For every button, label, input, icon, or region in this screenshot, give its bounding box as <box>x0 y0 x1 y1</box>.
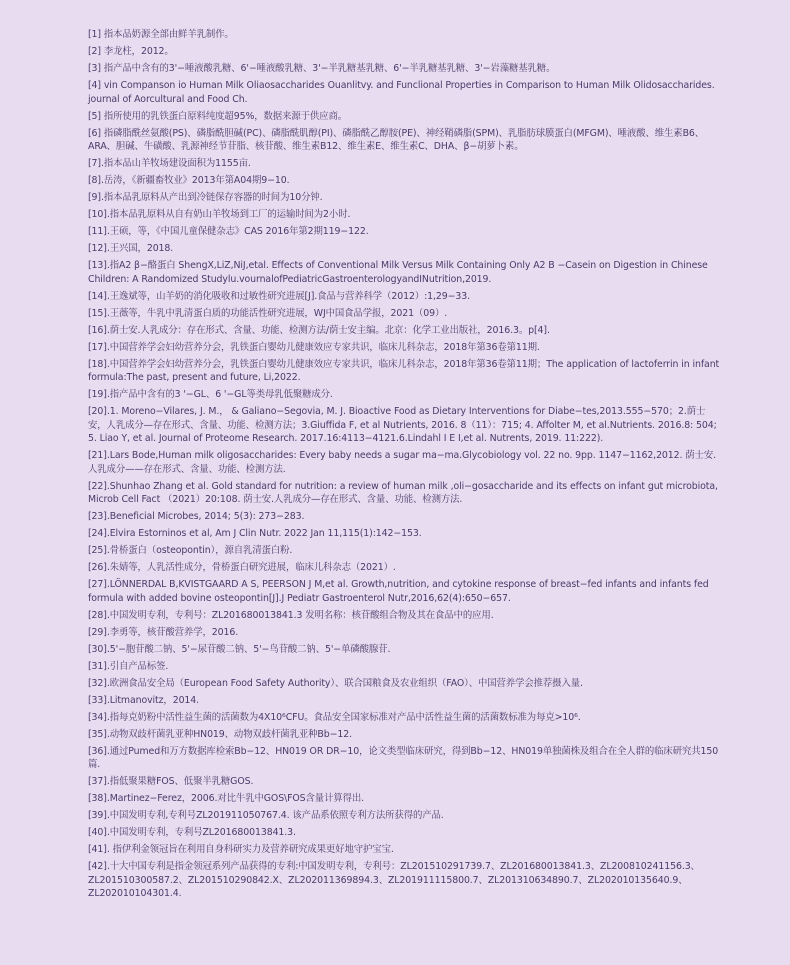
reference-item: [39].中国发明专利,专利号ZL201911050767.4. 该产品系依照专利方法所获得的产品. <box>88 810 444 822</box>
reference-item: [8].岳涛，《新疆畜牧业》2013年第A04期9−10. <box>88 175 290 187</box>
reference-item: [7].指本品山羊牧场建设面积为1155亩. <box>88 158 251 170</box>
reference-item: [33].Litmanovitz，2014. <box>88 694 200 706</box>
reference-item: [9].指本品乳原料从产出到冷链保存容器的时间为10分钟. <box>88 192 323 204</box>
reference-item: [30].5'−胞苷酸二钠、5'−尿苷酸二钠、5'−鸟苷酸二钠、5'−单磷酸腺苷. <box>88 643 391 655</box>
reference-item: [37].指低聚果糖FOS、低聚半乳糖GOS. <box>88 776 254 788</box>
reference-item: [32].欧洲食品安全局（European Food Safety Authority）、联合国粮食及农业组织（FAO）、中国营养学会推荐摄入量. <box>88 677 583 689</box>
reference-list <box>88 28 720 904</box>
reference-item: [11].王硕，等，《中国儿童保健杂志》CAS 2016年第2期119−122. <box>88 226 369 238</box>
reference-item: [34].指每克奶粉中活性益生菌的活菌数为4X10⁶CFU。食品安全国家标准对产品中活性益生菌的活菌数标准为每克>10⁶. <box>88 711 581 723</box>
reference-item: [40].中国发明专利，专利号ZL201680013841.3. <box>88 827 296 839</box>
reference-item: [4] vin Companson io Human Milk Oliaosaccharides Ouanlitvy. and Funclional Properties in Comparison to Human Milk Olidosaccharides. journal of Aorcultural and Food Ch. <box>88 79 715 105</box>
reference-item: [16].荫士安.人乳成分：存在形式、含量、功能、检测方法/荫士安主编。北京：化学工业出版社，2016.3。p[4]. <box>88 324 550 336</box>
reference-item: [19].指产品中含有的3 '−GL、6 '−GL等类母乳低聚糖成分. <box>88 389 333 401</box>
reference-item: [22].Shunhao Zhang et al. Gold standard for nutrition: a review of human milk ,oli−gosaccharide and its effects on infant gut microbiota, Microb Cell Fact （2021）20:108. 荫士安.人乳成分—存在形式、含量、功能、检测方法. <box>88 480 718 506</box>
reference-item: [10].指本品乳原料从自有奶山羊牧场到工厂的运输时间为2小时. <box>88 209 351 221</box>
reference-item: [27].LÖNNERDAL B,KVISTGAARD A S, PEERSON J M,et al. Growth,nutrition, and cytokine response of breast−fed infants and infants fed formula with added bovine osteopontin[J].J Pediatr Gastroenterol Nutr,2016,62(4):650−657. <box>88 579 709 604</box>
reference-item: [26].朱婧等，人乳活性成分，骨桥蛋白研究进展，临床儿科杂志（2021）. <box>88 562 396 574</box>
reference-item: [31].引自产品标签. <box>88 660 169 672</box>
reference-item: [42].十大中国专利是指金领冠系列产品获得的专利:中国发明专利，专利号：ZL201510291739.7、ZL201680013841.3、ZL200810241156.3、ZL201510300587.2、ZL201510290842.X、ZL202011369894.3、ZL201911115800.7、ZL201310634890.7、ZL202010135640.9、ZL202010104301.4. <box>88 861 700 900</box>
reference-item: [3] 指产品中含有的3'−唾液酸乳糖、6'−唾液酸乳糖、3'−半乳糖基乳糖、6'−半乳糖基乳糖、3'−岩藻糖基乳糖。 <box>88 62 556 74</box>
reference-item: [2] 李龙柱，2012。 <box>88 45 174 57</box>
reference-item: [13].指A2 β−酪蛋白 ShengX,LiZ,NiJ,etal. Effects of Conventional Milk Versus Milk Containing Only A2 B −Casein on Digestion in Chinese Children: A Randomized Studylu.vournalofPediatricGastroenterologyandINutrition,2019. <box>88 260 708 285</box>
reference-item: [38].Martinez−Ferez，2006.对比牛乳中GOS\FOS含量计算得出. <box>88 793 365 805</box>
reference-item: [20].1. Moreno−Vilares, J. M.， & Galiano−Segovia, M. J. Bioactive Food as Dietary Interventions for Diabe−tes,2013.555−570；2.荫士安，人乳成分—存在形式、含量、功能、检测方法；3.Giuffida F, et al Nutrients, 2016. 8（11）：715; 4. Affolter M, et al.Nutrients. 2016.8: 504; 5. Liao Y, et al. Journal of Proteome Research. 2017.16:4113−4121.6.Lindahl I E I,et al. Nutrents, 2019. 11:222). <box>88 406 717 445</box>
reference-item: [28].中国发明专利，专利号：ZL201680013841.3 发明名称：核苷酸组合物及其在食品中的应用. <box>88 609 494 621</box>
reference-item: [23].Beneficial Microbes, 2014; 5(3): 273−283. <box>88 511 305 523</box>
reference-item: [17].中国营养学会妇幼营养分会，乳铁蛋白婴幼儿健康效应专家共识，临床儿科杂志，2018年第36卷第11期. <box>88 341 540 353</box>
reference-item: [12].王兴国，2018. <box>88 243 174 255</box>
reference-item: [41]. 指伊利金领冠旨在利用自身科研实力及营养研究成果更好地守护宝宝. <box>88 844 394 856</box>
reference-item: [36].通过Pumed和万方数据库检索Bb−12、HN019 OR DR−10，论文类型临床研究，得到Bb−12、HN019单独菌株及组合在全人群的临床研究共150篇. <box>88 745 719 771</box>
reference-item: [24].Elvira Estorninos et al, Am J Clin Nutr. 2022 Jan 11,115(1):142−153. <box>88 528 422 540</box>
reference-item: [21].Lars Bode,Human milk oligosaccharides: Every baby needs a sugar ma−ma.Glycobiology vol. 22 no. 9pp. 1147−1162,2012. 荫士安.人乳成分——存在形式、含量、功能、检测方法. <box>88 450 716 475</box>
reference-item: [35].动物双歧杆菌乳亚种HN019、动物双歧杆菌乳亚种Bb−12. <box>88 728 352 740</box>
reference-item: [29].李勇等，核苷酸营养学，2016. <box>88 626 239 638</box>
reference-item: [15].王薇等，牛乳中乳清蛋白质的功能活性研究进展，WJ中国食品学报，2021（09）. <box>88 307 448 319</box>
reference-item: [6] 指磷脂酰丝氨酸(PS)、磷脂酰胆碱(PC)、磷脂酰肌醇(PI)、磷脂酰乙醇胺(PE)、神经鞘磷脂(SPM)、乳脂肪球膜蛋白(MFGM)、唾液酸、维生素B6、ARA、胆碱、牛磺酸、乳源神经节苷脂、核苷酸、维生素B12、维生素E、维生素C、DHA、β−胡萝卜素。 <box>88 127 705 153</box>
reference-item: [1] 指本品奶源全部由鲜羊乳制作。 <box>88 29 234 40</box>
reference-item: [14].王逸斌等，山羊奶的消化吸收和过敏性研究进展[J].食品与营养科学（2012）:1,29−33. <box>88 290 470 302</box>
reference-item: [25].骨桥蛋白（osteopontin），源自乳清蛋白粉. <box>88 545 293 557</box>
reference-item: [5] 指所使用的乳铁蛋白原料纯度超95%，数据来源于供应商。 <box>88 110 347 122</box>
reference-item: [18].中国营养学会妇幼营养分会，乳铁蛋白婴幼儿健康效应专家共识，临床儿科杂志，2018年第36卷第11期；The application of lactoferrin in infant formula:The past, present and future, Li,2022. <box>88 358 720 384</box>
